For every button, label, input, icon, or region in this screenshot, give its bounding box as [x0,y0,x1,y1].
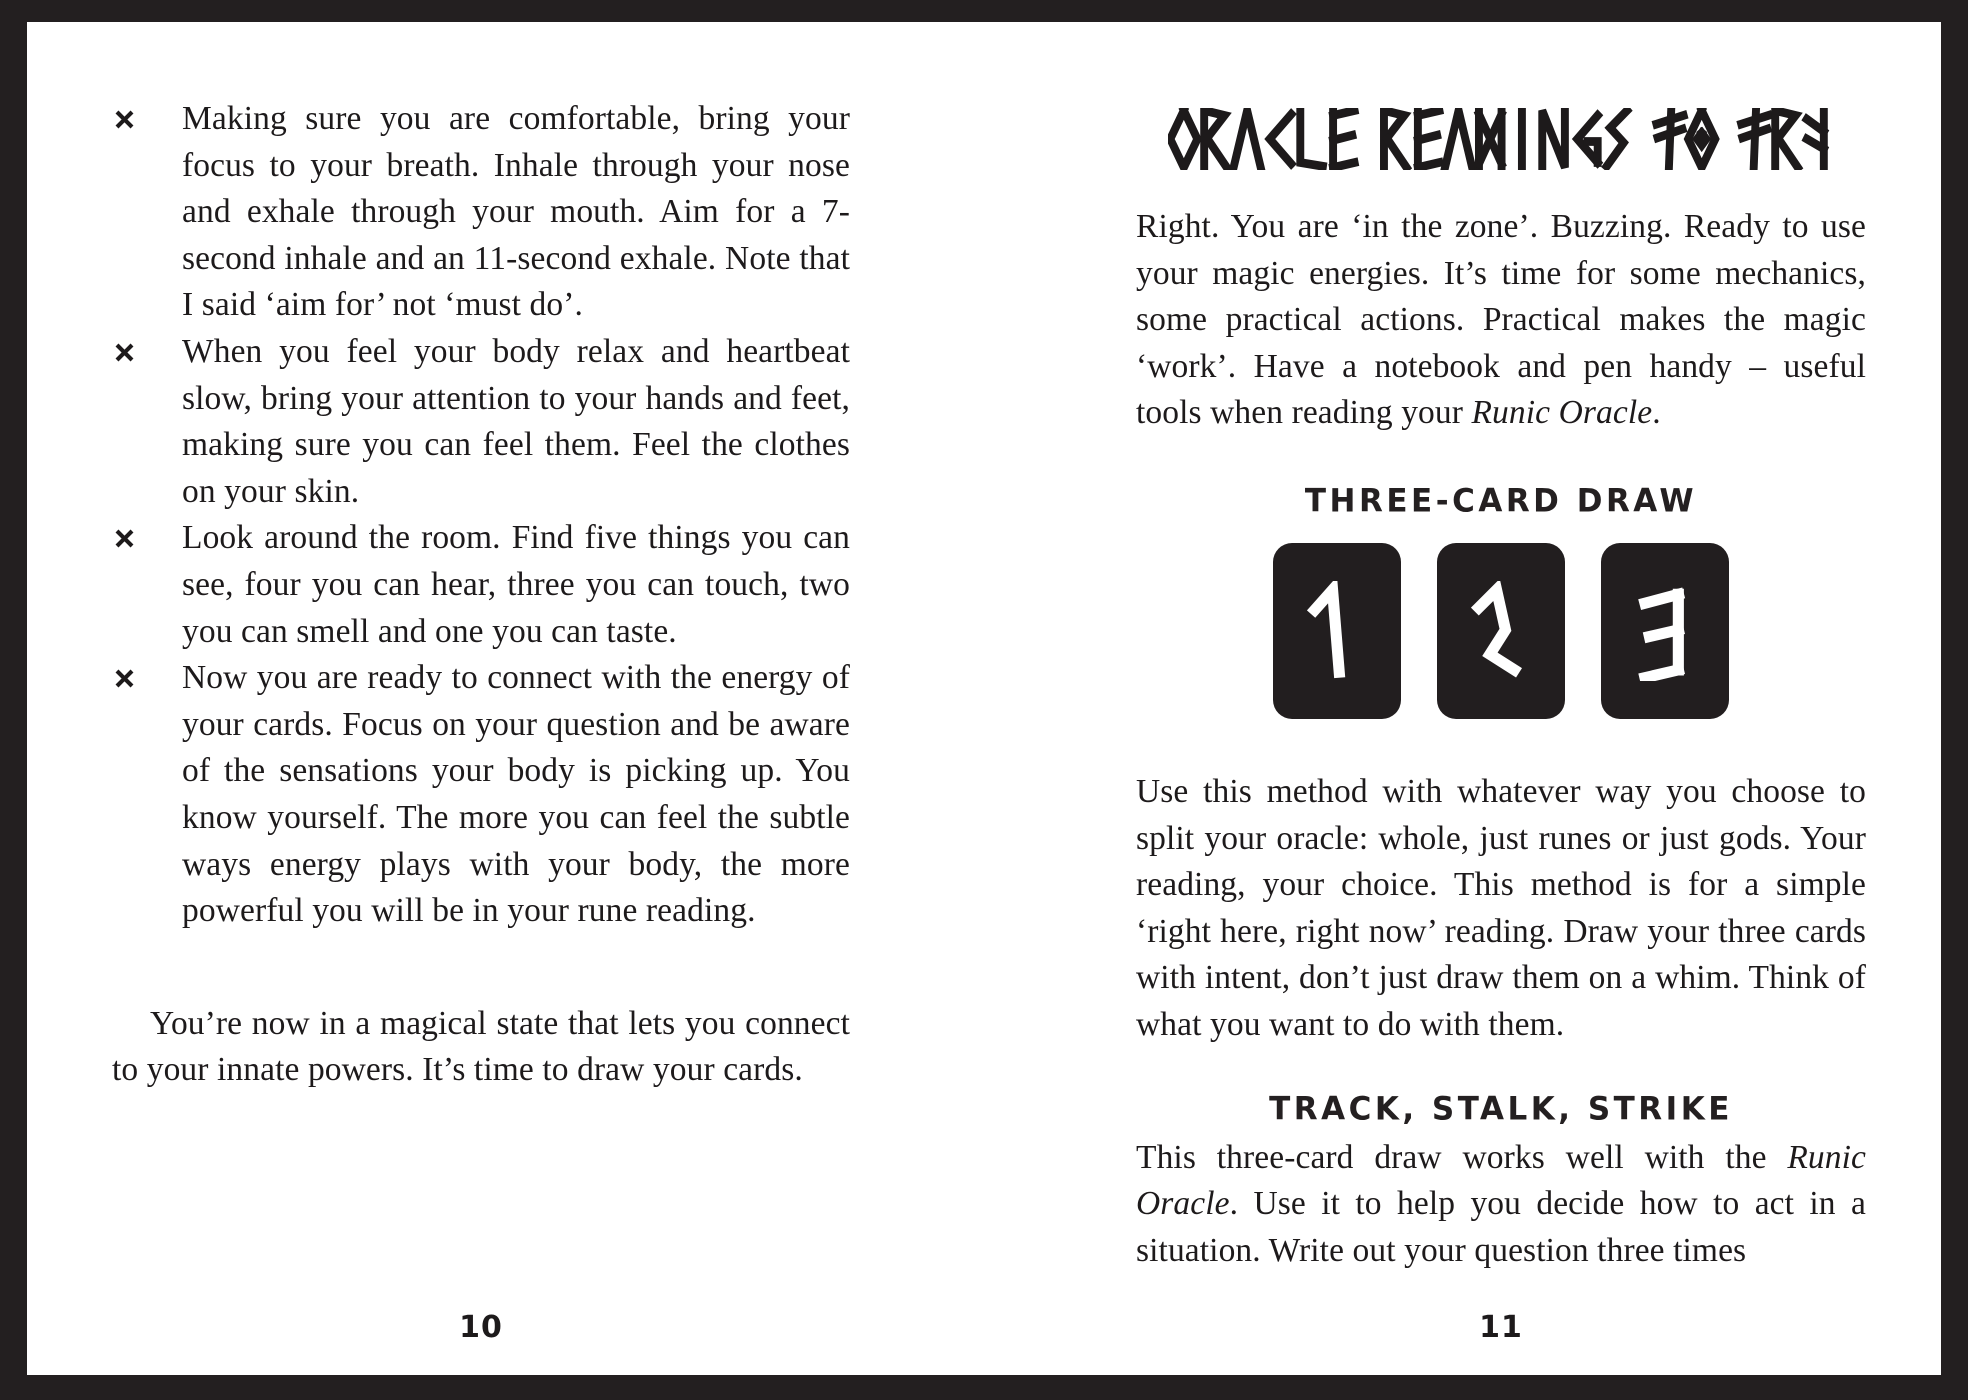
rune-numeral-3-icon [1629,581,1701,681]
closing-paragraph: You’re now in a magical state that lets you connect to your innate powers. It’s time to draw your cards. [112,1004,850,1089]
oracle-card-2 [1437,543,1565,719]
cross-bullet-icon [112,96,182,132]
list-item [112,96,850,329]
right-page [1136,22,1866,1375]
rune-numeral-2-icon [1465,581,1537,681]
intro-text: Right. You are ‘in the zone’. Buzzing. Ready to use your magic energies. It’s time for some mechanics, some practical actions. Practical makes the magic ‘work’. Have a notebook and pen handy – useful tools when reading your [1136,208,1866,432]
intro-paragraph [1136,204,1866,437]
list-item-text: Making sure you are comfortable, bring your focus to your breath. Inhale through your nose and exhale through your mouth. Aim for a 7-second inhale and an 11-second exhale. Note that I said ‘aim for’ not ‘must do’. [182,100,850,324]
cross-bullet-icon [112,655,182,691]
three-card-row [1136,543,1866,719]
runic-oracle-italic: Runic Oracle [1471,394,1653,432]
track-text-end: . Use it to help you decide how to act in a situation. Write out your question three times [1136,1185,1866,1269]
intro-text-end: . [1652,394,1661,432]
page-number-right: 11 [1479,1310,1523,1345]
page-number-left: 10 [459,1310,503,1345]
list-item [112,655,850,935]
list-item [112,515,850,655]
chapter-title-runic [1136,108,1866,170]
left-page [112,22,850,1375]
list-item-text: Now you are ready to connect with the energy of your cards. Focus on your question and be aware of the sensations your body is picking up. You know yourself. The more you can feel the subtle ways energy plays with your body, the more powerful you will be in your rune reading. [182,659,850,930]
list-item [112,329,850,515]
cross-bullet-icon [112,329,182,365]
preparation-list [112,96,850,935]
cross-bullet-icon [112,515,182,551]
track-paragraph [1136,1135,1866,1275]
track-stalk-strike-heading: TRACK, STALK, STRIKE [1269,1089,1733,1128]
book-spread [27,22,1941,1375]
track-text: This three-card draw works well with the [1136,1138,1788,1176]
oracle-card-3 [1601,543,1729,719]
list-item-text: When you feel your body relax and heartbeat slow, bring your attention to your hands and feet, making sure you can feel them. Feel the clothes on your skin. [182,332,850,510]
oracle-card-1 [1273,543,1401,719]
three-card-draw-heading: THREE-CARD DRAW [1304,482,1698,520]
list-item-text: Look around the room. Find five things you can see, four you can hear, three you can touch, two you can smell and one you can taste. [182,519,850,650]
runic-oracle-italic: Runic Oracle [1136,1138,1866,1223]
three-card-paragraph: Use this method with whatever way you choose to split your oracle: whole, just runes or just gods. Your reading, your choice. This method is for a simple ‘right here, right now’ reading. Draw your three cards with intent, don’t just draw them on a whim. Think of what you want to do with them. [1136,772,1866,1043]
rune-numeral-1-icon [1301,581,1373,681]
